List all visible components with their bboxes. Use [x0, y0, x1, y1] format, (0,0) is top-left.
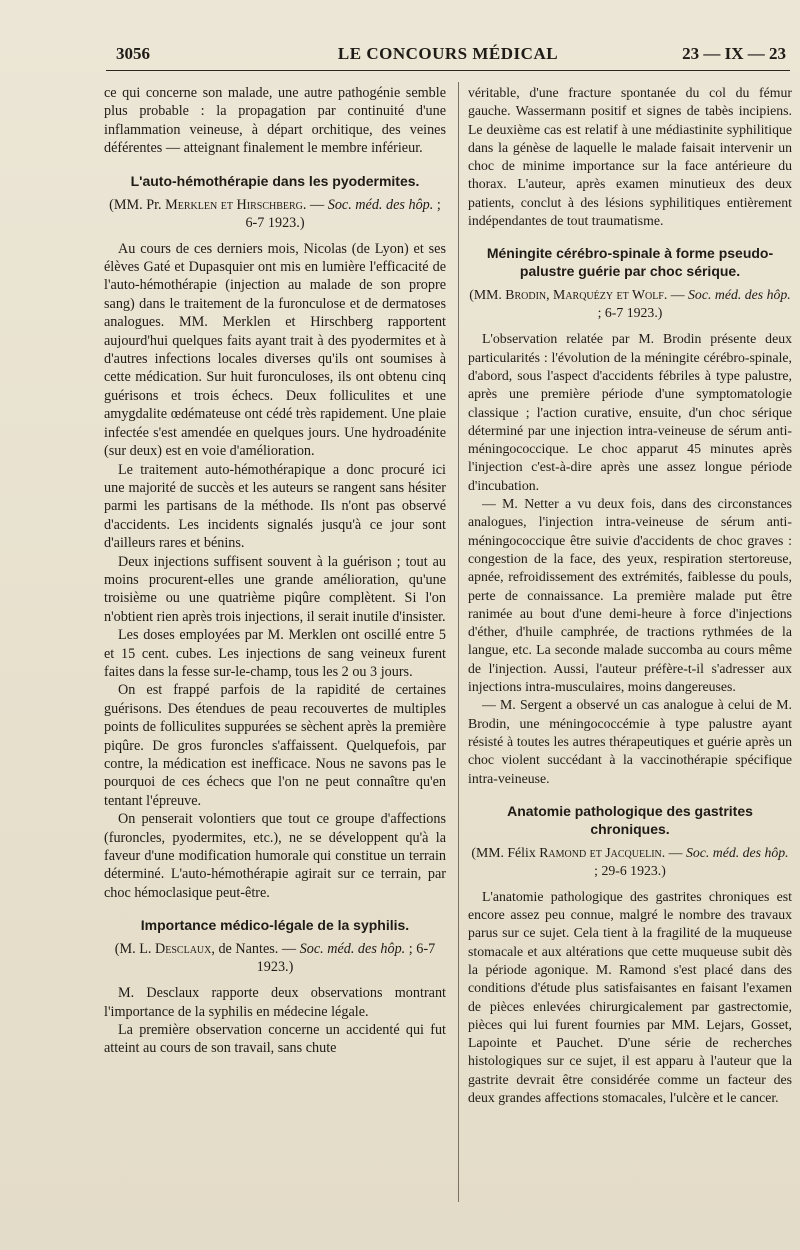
- ref-source: Soc. méd. des hôp.: [327, 196, 434, 213]
- body-paragraph: M. Desclaux rapporte deux observations montrant l'importance de la syphilis en médecine légale.: [104, 985, 446, 1020]
- body-paragraph: La première observation concerne un accidenté qui fut atteint au cours de son travail, sans chute: [104, 1022, 446, 1057]
- body-paragraph: On penserait volontiers que tout ce groupe d'affections (furoncles, pyodermites, etc.), ne se développent qu'à la faveur d'une modification humorale qui constitue un terrain déterminé. L'auto-hémothérapie agirait sur ce terrain, par choc hémoclasique peut-être.: [104, 811, 446, 901]
- section-title-meningite: Méningite cérébro-spinale à forme pseudo-palustre guérie par choc sérique.: [486, 245, 774, 280]
- ref-separator: —: [667, 287, 689, 303]
- left-column: [104, 84, 446, 1058]
- section-title-syphilis: Importance médico-légale de la syphilis.: [140, 917, 410, 934]
- ref-authors: Brodin, Marquézy et Wolf.: [505, 287, 668, 303]
- header-rule: [106, 70, 790, 71]
- running-header: [106, 44, 790, 68]
- page-number: 3056: [116, 44, 150, 63]
- ref-authors: Merklen et Hirschberg.: [165, 196, 307, 213]
- ref-location: , de Nantes. —: [211, 941, 300, 958]
- ref-date: ; 6-7 1923.): [245, 196, 441, 231]
- right-column: [468, 84, 792, 1107]
- ref-date: ; 29-6 1923.): [594, 862, 666, 878]
- ref-prefix: (M. L.: [114, 941, 155, 958]
- body-paragraph: Le traitement auto-hémothérapique a donc procuré ici une majorité de succès et les auteurs se rangent sans hésiter parmi les partisans de la méthode. Ils n'ont pas observé d'accidents. Les incidents signalés jusqu'à ce jour sont d'ailleurs rares et bénins.: [104, 461, 446, 552]
- ref-prefix: (MM. Pr.: [109, 196, 166, 213]
- intro-paragraph: ce qui concerne son malade, une autre pathogénie semble plus probable : la propagation par continuité d'une inflammation veineuse, à départ orchitique, des veines déférentes — atteignant finalement le membre inférieur.: [104, 85, 446, 157]
- body-paragraph: L'anatomie pathologique des gastrites chroniques est encore assez peu connue, malgré le nombre des travaux parus sur ce sujet. Cela tient à la fragilité de la muqueuse stomacale et aux altérations que cette muqueuse subit dès la période agonique. M. Ramond s'est placé dans des conditions d'étude plus satisfaisantes en faisant l'examen de pièces enlevées chirurgicalement par gastrectomie, pièces qui lui furent fournies par MM. Lejars, Gosset, Lapointe et Pauchet. D'une série de recherches histologiques sur ce sujet, il est apparu à l'auteur que la gastrite devrait être considérée comme un facteur des deux grandes affections stomacales, l'ulcère et le cancer.: [468, 888, 792, 1106]
- column-divider: [458, 82, 459, 1202]
- section-reference: [468, 286, 792, 322]
- ref-authors: Ramond et Jacquelin.: [539, 844, 666, 860]
- body-paragraph: — M. Sergent a observé un cas analogue à celui de M. Brodin, une méningococcémie à type palustre ayant résisté à toutes les autres thérapeutiques et guérie après un choc violent succédant à la vaccinothérapie spécifique intra-veineuse.: [468, 697, 792, 786]
- ref-prefix: (MM.: [469, 287, 506, 303]
- ref-authors: Desclaux: [155, 941, 212, 958]
- ref-source: Soc. méd. des hôp.: [688, 287, 791, 303]
- ref-date: ; 6-7 1923.): [256, 941, 436, 976]
- ref-separator: —: [306, 196, 328, 213]
- section-reference: [104, 196, 446, 232]
- ref-source: Soc. méd. des hôp.: [685, 844, 789, 860]
- section-title-gastrites: Anatomie pathologique des gastrites chroniques.: [507, 802, 753, 837]
- body-paragraph: Deux injections suffisent souvent à la guérison ; tout au moins procurent-elles une grande amélioration, qu'une troisième ou une quatrième piqûre complètent. Si l'on n'obtient rien après trois injections, il serait inutile d'insister.: [104, 553, 446, 625]
- body-paragraph: L'observation relatée par M. Brodin présente deux particularités : l'évolution de la méningite cérébro-spinale, d'abord, sous l'aspect d'accidents fébriles à type palustre, après une première période d'une symptomatologie classique ; l'action curative, ensuite, d'un choc sérique déterminé par une injection intra-veineuse de sérum anti-méningococcique. Le choc apparut 45 minutes après l'injection c'est-à-dire après une assez longue période d'incubation.: [468, 331, 792, 493]
- issue-date: 23 — IX — 23: [682, 44, 786, 63]
- body-paragraph: Les doses employées par M. Merklen ont oscillé entre 5 et 15 cent. cubes. Les injections de sang veineux furent faites dans la fesse sur-le-champ, tous les 2 ou 3 jours.: [104, 627, 446, 680]
- continued-paragraph: véritable, d'une fracture spontanée du col du fémur gauche. Wassermann positif et signes de tabès incipiens. Le deuxième cas est relatif à une médiastinite syphilitique dans la génèse de laquelle le malade faisait intervenir un choc de minime importance sur la face antérieure du thorax. L'auteur, après examen minutieux des deux patients, conclut à des lésions syphilitiques entièrement indépendantes de tout traumatisme.: [468, 85, 792, 229]
- section-reference: [468, 844, 792, 880]
- journal-title: LE CONCOURS MÉDICAL: [337, 44, 559, 63]
- body-paragraph: — M. Netter a vu deux fois, dans des circonstances analogues, l'injection intra-veineuse de sérum anti-méningococcique être suivie d'accidents de choc graves : congestion de la face, des yeux, respiration stertoreuse, apnée, refroidissement des extrémités, faiblesse du pouls, perte de connaissance. La première malade put être ranimée au bout d'une demi-heure à force d'injections d'éther, d'huile camphrée, de tractions rythmées de la langue, etc. La seconde malade succomba au cours même de l'injection. Aussi, l'auteur préfère-t-il s'adresser aux injections intra-musculaires, moins dangereuses.: [468, 496, 792, 695]
- ref-date: ; 6-7 1923.): [597, 305, 663, 321]
- section-title-autohemotherapie: L'auto-hémothérapie dans les pyodermites.: [130, 172, 420, 189]
- ref-source: Soc. méd. des hôp.: [299, 941, 406, 958]
- section-reference: [104, 940, 446, 976]
- ref-separator: —: [665, 844, 686, 860]
- body-paragraph: On est frappé parfois de la rapidité de certaines guérisons. Des étendues de peau recouvertes de multiples points de folliculites suppurées se sèchent après la première piqûre. De gros furoncles s'affaissent. Quelquefois, par contre, la médication est inefficace. Nous ne savons pas le pourquoi de ces échecs que l'on ne peut connaître qu'en tentant l'épreuve.: [104, 682, 446, 809]
- body-paragraph: Au cours de ces derniers mois, Nicolas (de Lyon) et ses élèves Gaté et Dupasquier ont mis en lumière l'efficacité de l'auto-hémothérapie (injection au malade de son propre sang) dans le traitement de la furonculose et de dermatoses analogues. MM. Merklen et Hirschberg rapportent aujourd'hui quelques faits ayant trait à des pyodermites et à d'autres infections locales diverses qu'ils ont soumises à cette médication. Sur huit furonculoses, ils ont obtenu cinq guérisons et trois échecs. Deux folliculites et une amygdalite œdémateuse ont cédé très rapidement. Une plaie infectée s'est amendée en quelques jours. Une hydroadénite (sur deux) est en voie d'amélioration.: [104, 240, 446, 460]
- ref-prefix: (MM. Félix: [471, 844, 540, 860]
